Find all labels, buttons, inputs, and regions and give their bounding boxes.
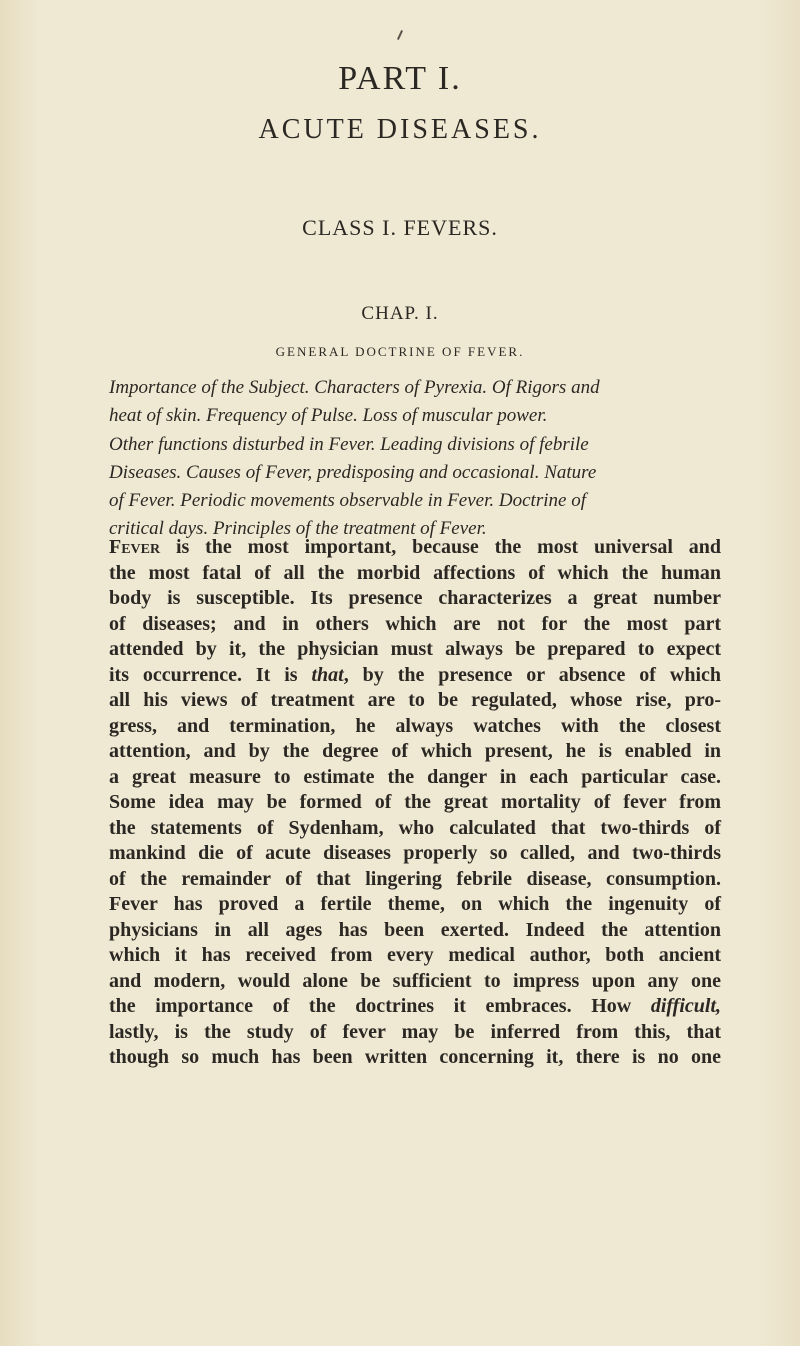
- body-line: of diseases; and in others which are not for the most part: [109, 612, 721, 635]
- body-line: a great measure to estimate the danger in each particular case.: [109, 765, 721, 788]
- body-line: body is susceptible. Its presence characterizes a great number: [109, 587, 721, 609]
- part-heading: PART I.: [338, 60, 462, 97]
- class-heading: CLASS I. FEVERS.: [302, 215, 498, 240]
- body-line: all his views of treatment are to be regulated, whose rise, pro-: [109, 689, 721, 711]
- synopsis-line: Diseases. Causes of Fever, predisposing and occasional. Nature: [109, 461, 597, 483]
- body-line: [109, 994, 721, 1020]
- body-text: its occurrence. It is: [109, 663, 312, 686]
- body-line: attention, and by the degree of which present, he is enabled in: [109, 740, 721, 762]
- body-line: Fever has proved a fertile theme, on which the ingenuity of: [109, 893, 721, 915]
- drop-word: Fever: [109, 536, 161, 558]
- synopsis-line: critical days. Principles of the treatment of Fever.: [109, 518, 487, 540]
- body-line: the statements of Sydenham, who calculated that two-thirds of: [109, 816, 721, 839]
- body-line: which it has received from every medical author, both ancient: [109, 944, 721, 966]
- body-line: physicians in all ages has been exerted. Indeed the attention: [109, 918, 721, 941]
- body-line: the most fatal of all the morbid affections of which the human: [109, 561, 721, 584]
- body-line: and modern, would alone be sufficient to impress upon any one: [109, 969, 721, 992]
- emphasis: that: [311, 663, 344, 686]
- body-line: mankind die of acute diseases properly so called, and two-thirds: [109, 842, 721, 864]
- chapter-synopsis: [109, 374, 719, 544]
- synopsis-line: Other functions disturbed in Fever. Leading divisions of febrile: [109, 433, 589, 455]
- body-text: the importance of the doctrines it embraces. How: [109, 995, 651, 1017]
- emphasis: difficult,: [650, 995, 721, 1017]
- chapter-heading: CHAP. I.: [361, 303, 439, 324]
- body-line: lastly, is the study of fever may be inferred from this, that: [109, 1020, 721, 1043]
- body-line: [109, 535, 721, 561]
- body-line: Some idea may be formed of the great mortality of fever from: [109, 791, 721, 813]
- body-text: , by the presence or absence of which: [343, 663, 721, 686]
- body-line: [109, 663, 721, 689]
- ink-mark: [397, 30, 403, 40]
- body-paragraph: [109, 535, 721, 1071]
- body-text: is the most important, because the most universal and: [160, 536, 721, 558]
- synopsis-line: Importance of the Subject. Characters of Pyrexia. Of Rigors and: [109, 377, 600, 398]
- synopsis-line: of Fever. Periodic movements observable in Fever. Doctrine of: [109, 490, 586, 512]
- body-line: gress, and termination, he always watches with the closest: [109, 714, 721, 737]
- section-heading: ACUTE DISEASES.: [258, 114, 542, 145]
- body-line: of the remainder of that lingering febrile disease, consumption.: [109, 867, 721, 890]
- chapter-title: GENERAL DOCTRINE OF FEVER.: [275, 344, 525, 359]
- body-line: attended by it, the physician must always be prepared to expect: [109, 638, 721, 660]
- synopsis-line: heat of skin. Frequency of Pulse. Loss of muscular power.: [109, 405, 548, 427]
- body-line: though so much has been written concerning it, there is no one: [109, 1046, 721, 1068]
